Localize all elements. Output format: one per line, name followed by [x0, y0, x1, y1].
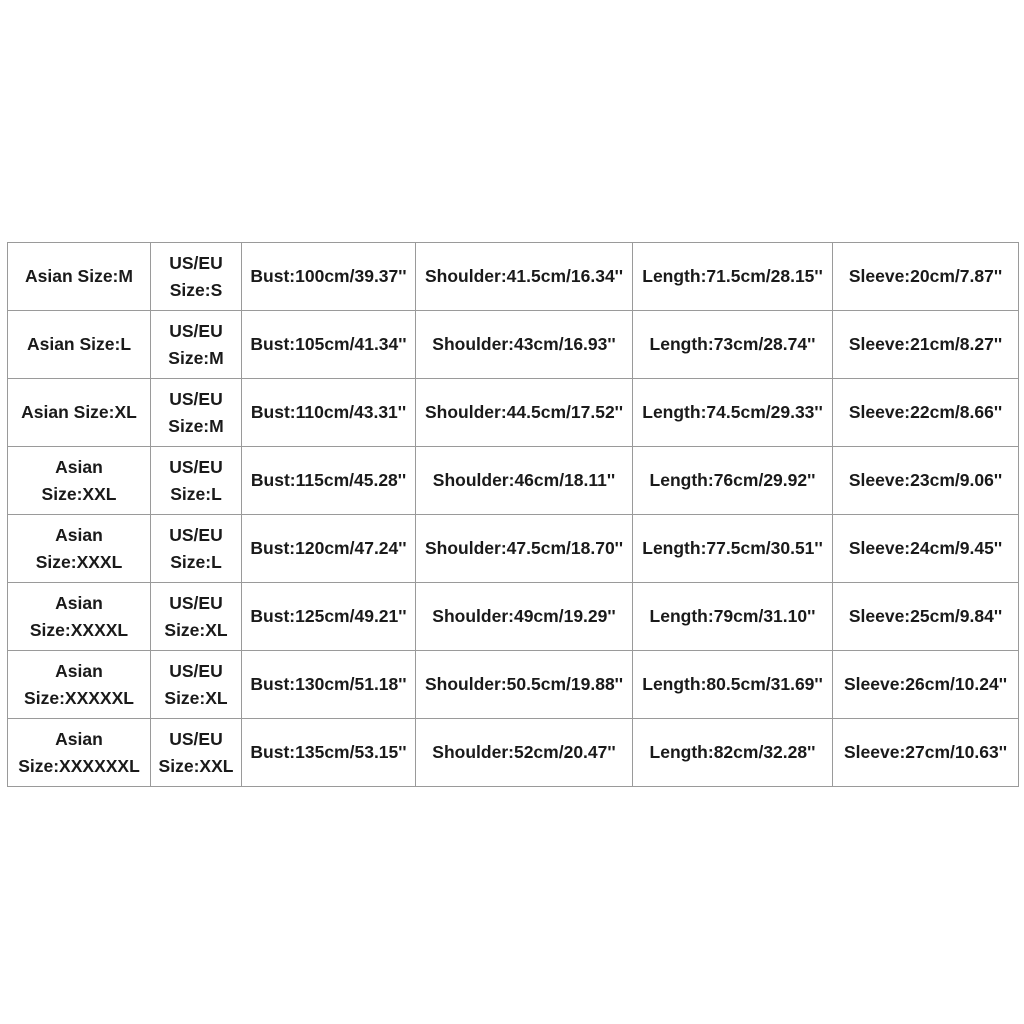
table-row [8, 379, 1019, 447]
shoulder-cell [416, 651, 633, 719]
bust-cell [242, 311, 416, 379]
shoulder-cell [416, 583, 633, 651]
us-eu-size-cell-text: US/EU Size:XL [164, 660, 228, 708]
shoulder-cell-text: Shoulder:52cm/20.47'' [432, 742, 616, 762]
bust-cell-text: Bust:115cm/45.28'' [250, 470, 407, 490]
sleeve-cell [833, 583, 1019, 651]
length-cell [633, 243, 833, 311]
bust-cell [242, 515, 416, 583]
bust-cell-text: Bust:125cm/49.21'' [250, 606, 407, 626]
asian-size-cell [8, 311, 151, 379]
shoulder-cell-text: Shoulder:47.5cm/18.70'' [425, 538, 623, 558]
asian-size-cell [8, 243, 151, 311]
length-cell-text: Length:71.5cm/28.15'' [642, 266, 823, 286]
shoulder-cell-text: Shoulder:44.5cm/17.52'' [425, 402, 623, 422]
asian-size-cell-text: Asian Size:M [25, 266, 133, 286]
us-eu-size-cell-text: US/EU Size:S [169, 252, 223, 300]
length-cell [633, 583, 833, 651]
shoulder-cell [416, 243, 633, 311]
bust-cell [242, 583, 416, 651]
table-row [8, 651, 1019, 719]
us-eu-size-cell-text: US/EU Size:L [169, 456, 223, 504]
us-eu-size-cell [151, 719, 242, 787]
bust-cell [242, 379, 416, 447]
asian-size-cell [8, 583, 151, 651]
sleeve-cell [833, 447, 1019, 515]
us-eu-size-cell-text: US/EU Size:XXL [158, 728, 234, 776]
shoulder-cell-text: Shoulder:41.5cm/16.34'' [425, 266, 623, 286]
bust-cell [242, 651, 416, 719]
us-eu-size-cell-text: US/EU Size:M [168, 320, 224, 368]
us-eu-size-cell [151, 651, 242, 719]
length-cell-text: Length:82cm/32.28'' [649, 742, 816, 762]
us-eu-size-cell [151, 311, 242, 379]
size-chart-body [8, 243, 1019, 787]
bust-cell [242, 447, 416, 515]
bust-cell-text: Bust:130cm/51.18'' [250, 674, 407, 694]
asian-size-cell-text: Asian Size:XXXXL [29, 592, 129, 640]
sleeve-cell-text: Sleeve:20cm/7.87'' [848, 266, 1003, 286]
length-cell [633, 311, 833, 379]
shoulder-cell-text: Shoulder:49cm/19.29'' [432, 606, 616, 626]
length-cell [633, 379, 833, 447]
bust-cell-text: Bust:105cm/41.34'' [250, 334, 407, 354]
shoulder-cell-text: Shoulder:50.5cm/19.88'' [425, 674, 623, 694]
sleeve-cell-text: Sleeve:24cm/9.45'' [848, 538, 1003, 558]
shoulder-cell [416, 719, 633, 787]
asian-size-cell-text: Asian Size:XXXXXXL [18, 728, 140, 776]
asian-size-cell-text: Asian Size:XL [21, 402, 137, 422]
sleeve-cell [833, 515, 1019, 583]
us-eu-size-cell [151, 243, 242, 311]
length-cell [633, 515, 833, 583]
sleeve-cell [833, 311, 1019, 379]
shoulder-cell [416, 379, 633, 447]
length-cell [633, 719, 833, 787]
us-eu-size-cell [151, 583, 242, 651]
bust-cell-text: Bust:135cm/53.15'' [250, 742, 407, 762]
sleeve-cell [833, 379, 1019, 447]
shoulder-cell [416, 311, 633, 379]
table-row [8, 583, 1019, 651]
table-row [8, 719, 1019, 787]
sleeve-cell-text: Sleeve:23cm/9.06'' [848, 470, 1003, 490]
us-eu-size-cell-text: US/EU Size:L [169, 524, 223, 572]
table-row [8, 515, 1019, 583]
table-row [8, 243, 1019, 311]
length-cell [633, 651, 833, 719]
us-eu-size-cell-text: US/EU Size:XL [164, 592, 228, 640]
us-eu-size-cell [151, 447, 242, 515]
shoulder-cell-text: Shoulder:46cm/18.11'' [432, 470, 616, 490]
sleeve-cell-text: Sleeve:27cm/10.63'' [843, 742, 1008, 762]
sleeve-cell-text: Sleeve:26cm/10.24'' [843, 674, 1008, 694]
sleeve-cell-text: Sleeve:25cm/9.84'' [848, 606, 1003, 626]
size-chart-table [7, 242, 1019, 787]
bust-cell-text: Bust:110cm/43.31'' [250, 402, 407, 422]
length-cell-text: Length:79cm/31.10'' [649, 606, 816, 626]
bust-cell [242, 243, 416, 311]
asian-size-cell-text: Asian Size:XXXXXL [24, 660, 134, 708]
sleeve-cell-text: Sleeve:22cm/8.66'' [848, 402, 1003, 422]
asian-size-cell [8, 651, 151, 719]
length-cell-text: Length:80.5cm/31.69'' [642, 674, 823, 694]
sleeve-cell [833, 651, 1019, 719]
us-eu-size-cell [151, 515, 242, 583]
bust-cell-text: Bust:120cm/47.24'' [250, 538, 407, 558]
sleeve-cell-text: Sleeve:21cm/8.27'' [848, 334, 1003, 354]
asian-size-cell [8, 719, 151, 787]
sleeve-cell [833, 719, 1019, 787]
table-row [8, 311, 1019, 379]
us-eu-size-cell-text: US/EU Size:M [168, 388, 224, 436]
asian-size-cell-text: Asian Size:L [26, 334, 132, 354]
length-cell-text: Length:73cm/28.74'' [649, 334, 816, 354]
asian-size-cell-text: Asian Size:XXXL [35, 524, 123, 572]
length-cell-text: Length:77.5cm/30.51'' [642, 538, 823, 558]
bust-cell [242, 719, 416, 787]
shoulder-cell [416, 447, 633, 515]
sleeve-cell [833, 243, 1019, 311]
length-cell-text: Length:76cm/29.92'' [649, 470, 816, 490]
asian-size-cell [8, 379, 151, 447]
length-cell [633, 447, 833, 515]
asian-size-cell [8, 515, 151, 583]
bust-cell-text: Bust:100cm/39.37'' [250, 266, 407, 286]
us-eu-size-cell [151, 379, 242, 447]
shoulder-cell-text: Shoulder:43cm/16.93'' [432, 334, 616, 354]
length-cell-text: Length:74.5cm/29.33'' [642, 402, 823, 422]
asian-size-cell-text: Asian Size:XXL [41, 456, 117, 504]
asian-size-cell [8, 447, 151, 515]
shoulder-cell [416, 515, 633, 583]
table-row [8, 447, 1019, 515]
